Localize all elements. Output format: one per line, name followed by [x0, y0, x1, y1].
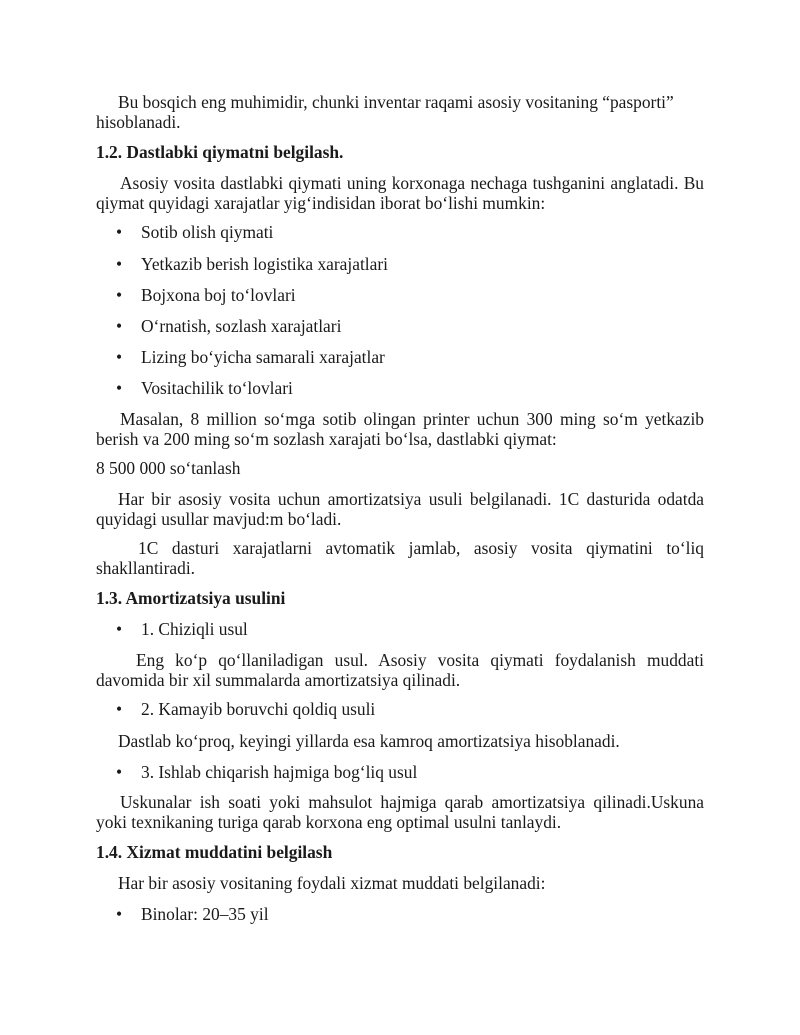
- list-item-method: [116, 699, 375, 719]
- bullet: •: [116, 762, 123, 782]
- paragraph-production-method: Uskunalar ish soati yoki mahsulot hajmiga qarab amortizatsiya qilinadi.Uskuna yoki texnikaning turiga qarab korxona eng optimal usulni tanlaydi.: [96, 792, 704, 832]
- heading-initial-value: 1.2. Dastlabki qiymatni belgilash.: [96, 142, 344, 162]
- list-item-text: Lizing bo‘yicha samarali xarajatlar: [141, 347, 385, 367]
- paragraph-1c-summary: 1C dasturi xarajatlarni avtomatik jamlab, asosiy vosita qiymatini to‘liq shakllantiradi.: [96, 538, 704, 578]
- bullet: •: [116, 222, 123, 242]
- paragraph-inventory-passport: Bu bosqich eng muhimidir, chunki inventar raqami asosiy vositaning “pasporti” hisoblanadi.: [96, 92, 674, 132]
- list-item-cost: [116, 316, 341, 336]
- bullet: •: [116, 347, 123, 367]
- bullet: •: [116, 378, 123, 398]
- list-item-text: Bojxona boj to‘lovlari: [141, 285, 296, 305]
- list-item-cost: [116, 378, 293, 398]
- bullet: •: [116, 285, 123, 305]
- bullet: •: [116, 316, 123, 336]
- list-item-cost: [116, 347, 385, 367]
- list-item-text: Binolar: 20–35 yil: [141, 904, 269, 924]
- list-item-cost: [116, 285, 296, 305]
- paragraph-example-result: 8 500 000 so‘tanlash: [96, 458, 241, 478]
- paragraph-example: Masalan, 8 million so‘mga sotib olingan printer uchun 300 ming so‘m yetkazib berish va 200 ming so‘m sozlash xarajati bo‘lsa, dastlabki qiymat:: [96, 409, 704, 449]
- paragraph-initial-value-intro: Asosiy vosita dastlabki qiymati uning korxonaga nechaga tushganini anglatadi. Bu qiymat quyidagi xarajatlar yig‘indisidan iborat bo‘lishi mumkin:: [96, 173, 704, 213]
- list-item-text: Sotib olish qiymati: [141, 222, 274, 242]
- list-item-text: 1. Chiziqli usul: [141, 619, 248, 639]
- list-item-method: [116, 762, 417, 782]
- list-item-cost: [116, 222, 273, 242]
- list-item-text: Yetkazib berish logistika xarajatlari: [141, 254, 388, 274]
- list-item-text: 2. Kamayib boruvchi qoldiq usuli: [141, 699, 376, 719]
- paragraph-method-intro: Har bir asosiy vosita uchun amortizatsiya usuli belgilanadi. 1C dasturida odatda quyidagi usullar mavjud:m bo‘ladi.: [96, 489, 704, 529]
- paragraph-linear-method: Eng ko‘p qo‘llaniladigan usul. Asosiy vosita qiymati foydalanish muddati davomida bir xil summalarda amortizatsiya qilinadi.: [96, 650, 704, 690]
- paragraph-declining-method: Dastlab ko‘proq, keyingi yillarda esa kamroq amortizatsiya hisoblanadi.: [118, 731, 620, 751]
- bullet: •: [116, 254, 123, 274]
- bullet: •: [116, 619, 123, 639]
- list-item-service-life: [116, 904, 269, 924]
- heading-service-life: 1.4. Xizmat muddatini belgilash: [96, 842, 333, 862]
- list-item-cost: [116, 254, 388, 274]
- list-item-text: Vositachilik to‘lovlari: [141, 378, 293, 398]
- bullet: •: [116, 904, 123, 924]
- list-item-method: [116, 619, 248, 639]
- list-item-text: O‘rnatish, sozlash xarajatlari: [141, 316, 342, 336]
- bullet: •: [116, 699, 123, 719]
- list-item-text: 3. Ishlab chiqarish hajmiga bog‘liq usul: [141, 762, 418, 782]
- paragraph-service-life-intro: Har bir asosiy vositaning foydali xizmat muddati belgilanadi:: [118, 873, 546, 893]
- heading-depreciation-method: 1.3. Amortizatsiya usulini: [96, 588, 286, 608]
